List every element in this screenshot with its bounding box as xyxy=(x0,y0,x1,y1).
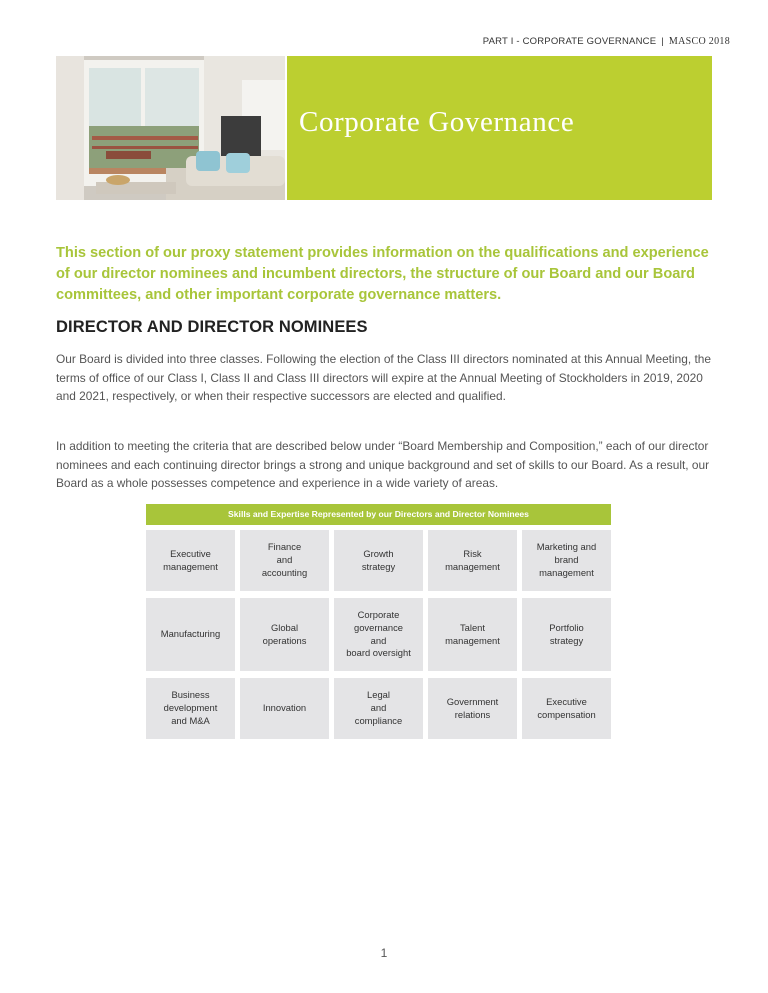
paragraph-board-classes: Our Board is divided into three classes. Following the election of the Class III directors nominated at this Annual Meeting, the terms of office of our Class I, Class II and Class III directors will expire at the Annual Meeting of Stockholders in 2019, 2020 and 2021, respectively, or when their respective successors are elected and qualified. xyxy=(56,352,711,403)
header-separator: | xyxy=(661,36,664,47)
skill-cell: Manufacturing xyxy=(146,598,235,671)
skill-cell: Talent management xyxy=(428,598,517,671)
skill-cell: Executive compensation xyxy=(522,678,611,739)
skill-cell: Business development and M&A xyxy=(146,678,235,739)
skills-matrix xyxy=(146,504,611,739)
skills-header: Skills and Expertise Represented by our Directors and Director Nominees xyxy=(146,504,611,525)
skill-cell: Finance and accounting xyxy=(240,530,329,591)
section-title: DIRECTOR AND DIRECTOR NOMINEES xyxy=(56,318,368,336)
skill-cell: Corporate governance and board oversight xyxy=(334,598,423,671)
paragraph-board-skills: In addition to meeting the criteria that are described below under “Board Membership and Composition,” each of our director nominees and each continuing director brings a strong and unique background and set of skills to our Board. As a result, our Board as a whole possesses competence and experience in a wide variety of areas. xyxy=(56,439,710,490)
running-header xyxy=(483,36,730,47)
page-title: Corporate Governance xyxy=(299,106,575,138)
skill-cell: Global operations xyxy=(240,598,329,671)
header-brand: MASCO 2018 xyxy=(668,36,730,47)
skill-cell: Risk management xyxy=(428,530,517,591)
skill-cell: Legal and compliance xyxy=(334,678,423,739)
skill-cell: Growth strategy xyxy=(334,530,423,591)
skill-cell: Portfolio strategy xyxy=(522,598,611,671)
skill-cell: Marketing and brand management xyxy=(522,530,611,591)
hero-photo xyxy=(56,56,285,200)
header-section: PART I - CORPORATE GOVERNANCE xyxy=(482,36,657,47)
skills-grid xyxy=(146,530,611,739)
intro-text: This section of our proxy statement provides information on the qualifications and experience of our director nominees and incumbent directors, the structure of our Board and our Board committees, and other important corporate governance matters. xyxy=(56,245,709,303)
hero-title-panel xyxy=(287,56,712,200)
skill-cell: Government relations xyxy=(428,678,517,739)
living-room-photo xyxy=(56,56,285,200)
skill-cell: Executive management xyxy=(146,530,235,591)
page-number: 1 xyxy=(380,946,388,960)
hero-banner xyxy=(56,56,712,200)
skill-cell: Innovation xyxy=(240,678,329,739)
